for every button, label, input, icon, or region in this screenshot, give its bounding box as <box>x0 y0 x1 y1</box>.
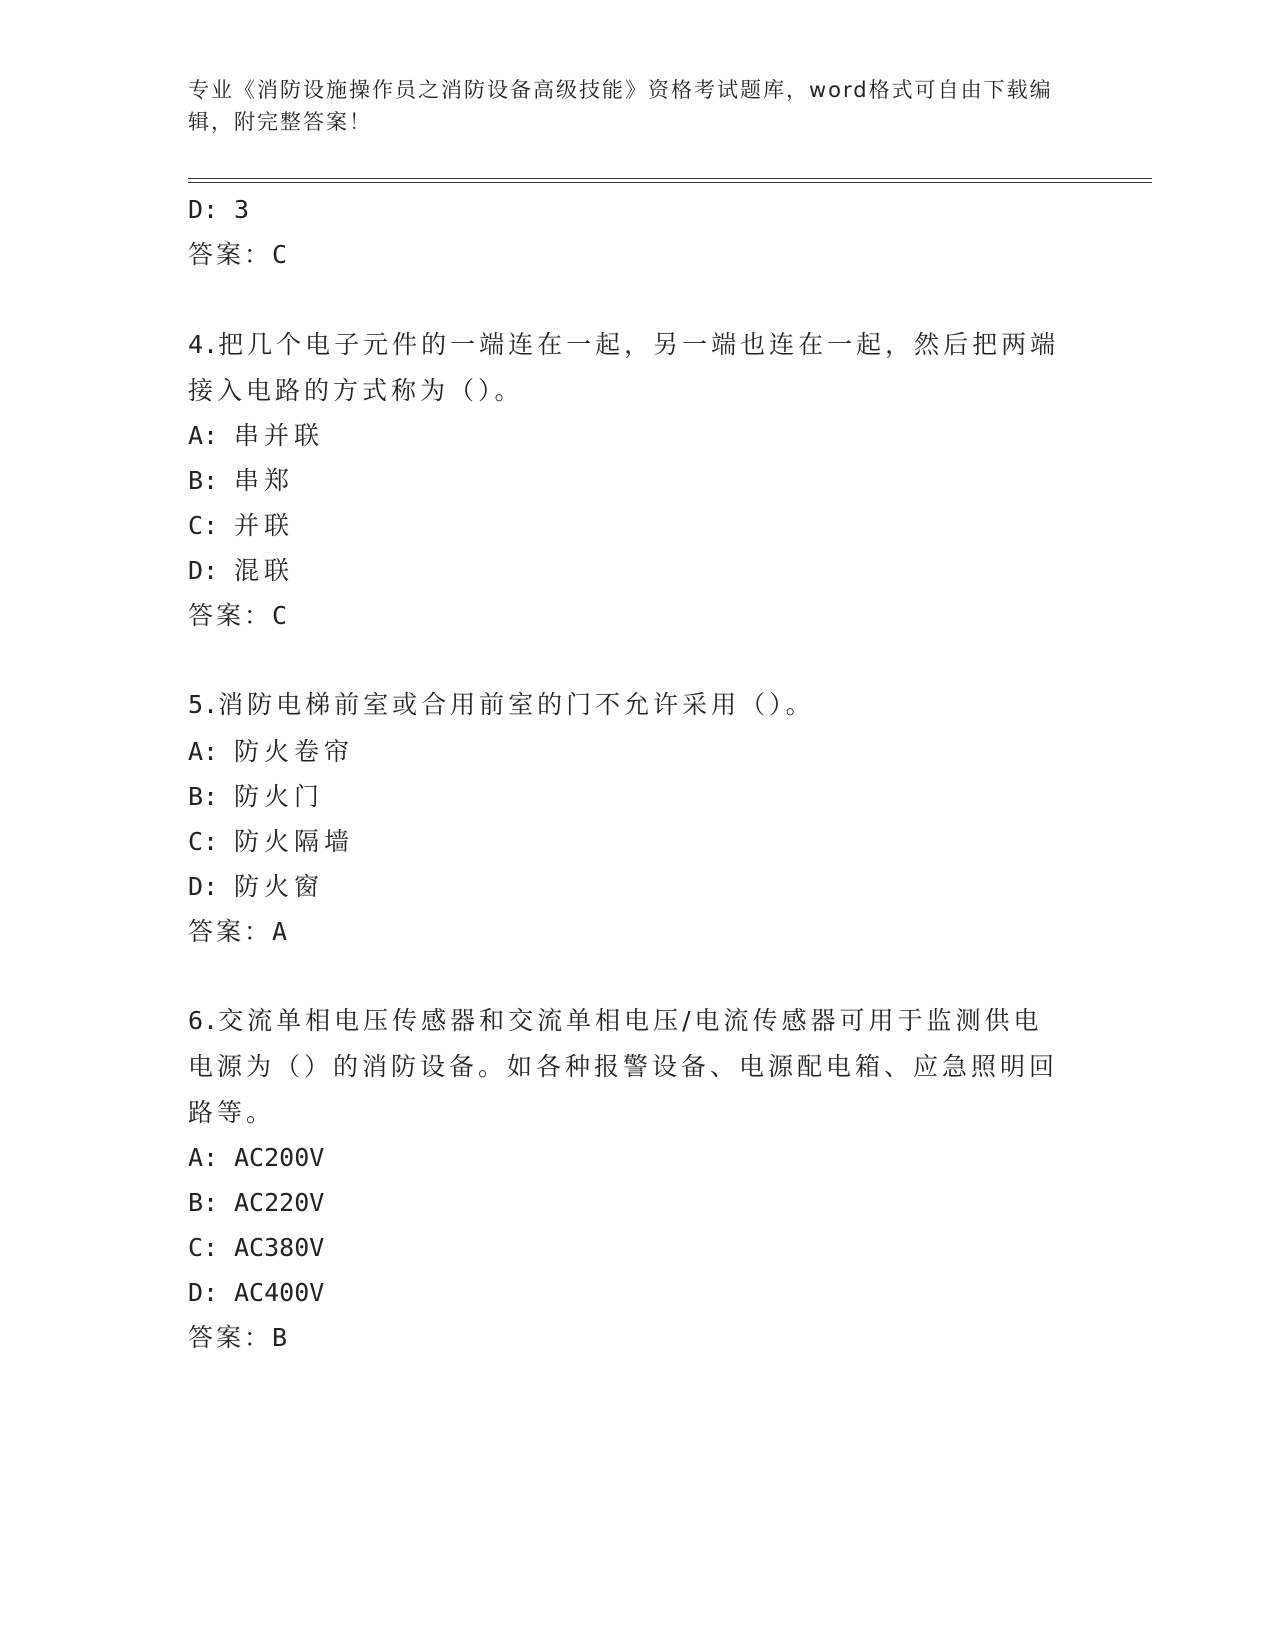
question-6-text <box>188 998 1068 1136</box>
question-5-option-d <box>188 872 324 902</box>
prev-answer <box>188 240 287 270</box>
answer-value: C <box>272 240 288 269</box>
question-6-option-a <box>188 1143 324 1173</box>
option-label: D: <box>188 195 219 224</box>
question-body: 交流单相电压传感器和交流单相电压/电流传感器可用于监测供电电源为（）的消防设备。如各种报警设备、电源配电箱、应急照明回路等。 <box>188 1006 1059 1127</box>
answer-value: A <box>272 917 288 946</box>
option-label: D: <box>188 1278 219 1307</box>
option-label: A: <box>188 1143 219 1172</box>
option-label: C: <box>188 827 219 856</box>
option-label: D: <box>188 556 219 585</box>
question-5-option-c <box>188 827 354 857</box>
option-value: 3 <box>234 195 250 224</box>
header-divider-bottom <box>188 182 1152 183</box>
option-label: C: <box>188 1233 219 1262</box>
option-value: AC380V <box>234 1233 325 1262</box>
header-divider-top <box>188 178 1152 179</box>
prev-option-d <box>188 195 249 225</box>
question-5-text <box>188 682 1068 728</box>
question-5-answer <box>188 917 287 947</box>
option-value: AC200V <box>234 1143 325 1172</box>
answer-label: 答案： <box>188 240 273 269</box>
question-4-option-a <box>188 421 324 451</box>
question-4-option-c <box>188 511 294 541</box>
option-label: B: <box>188 1188 219 1217</box>
option-value: AC400V <box>234 1278 325 1307</box>
question-number: 4. <box>188 330 219 359</box>
option-value: 防火隔墙 <box>234 827 355 856</box>
option-label: C: <box>188 511 219 540</box>
question-6-option-b <box>188 1188 324 1218</box>
option-label: B: <box>188 466 219 495</box>
question-body: 把几个电子元件的一端连在一起，另一端也连在一起，然后把两端接入电路的方式称为（）。 <box>188 330 1060 405</box>
option-label: D: <box>188 872 219 901</box>
question-6-answer <box>188 1323 287 1353</box>
option-label: A: <box>188 737 219 766</box>
option-value: 混联 <box>234 556 295 585</box>
question-6-option-c <box>188 1233 324 1263</box>
answer-value: C <box>272 601 288 630</box>
option-value: AC220V <box>234 1188 325 1217</box>
option-label: B: <box>188 782 219 811</box>
option-label: A: <box>188 421 219 450</box>
question-4-text <box>188 322 1068 414</box>
option-value: 防火门 <box>234 782 325 811</box>
answer-label: 答案： <box>188 601 273 630</box>
answer-value: B <box>272 1323 288 1352</box>
question-number: 6. <box>188 1006 219 1035</box>
option-value: 防火窗 <box>234 872 325 901</box>
option-value: 并联 <box>234 511 295 540</box>
question-body: 消防电梯前室或合用前室的门不允许采用（）。 <box>218 690 815 719</box>
document-header: 专业《消防设施操作员之消防设备高级技能》资格考试题库，word格式可自由下载编辑，附完整答案！ <box>188 78 1053 134</box>
question-4-option-d <box>188 556 294 586</box>
question-6-option-d <box>188 1278 324 1308</box>
option-value: 防火卷帘 <box>234 737 355 766</box>
question-4-answer <box>188 601 287 631</box>
answer-label: 答案： <box>188 1323 273 1352</box>
option-value: 串并联 <box>234 421 325 450</box>
answer-label: 答案： <box>188 917 273 946</box>
question-5-option-b <box>188 782 324 812</box>
question-5-option-a <box>188 737 354 767</box>
question-number: 5. <box>188 690 219 719</box>
question-4-option-b <box>188 466 294 496</box>
option-value: 串郑 <box>234 466 295 495</box>
